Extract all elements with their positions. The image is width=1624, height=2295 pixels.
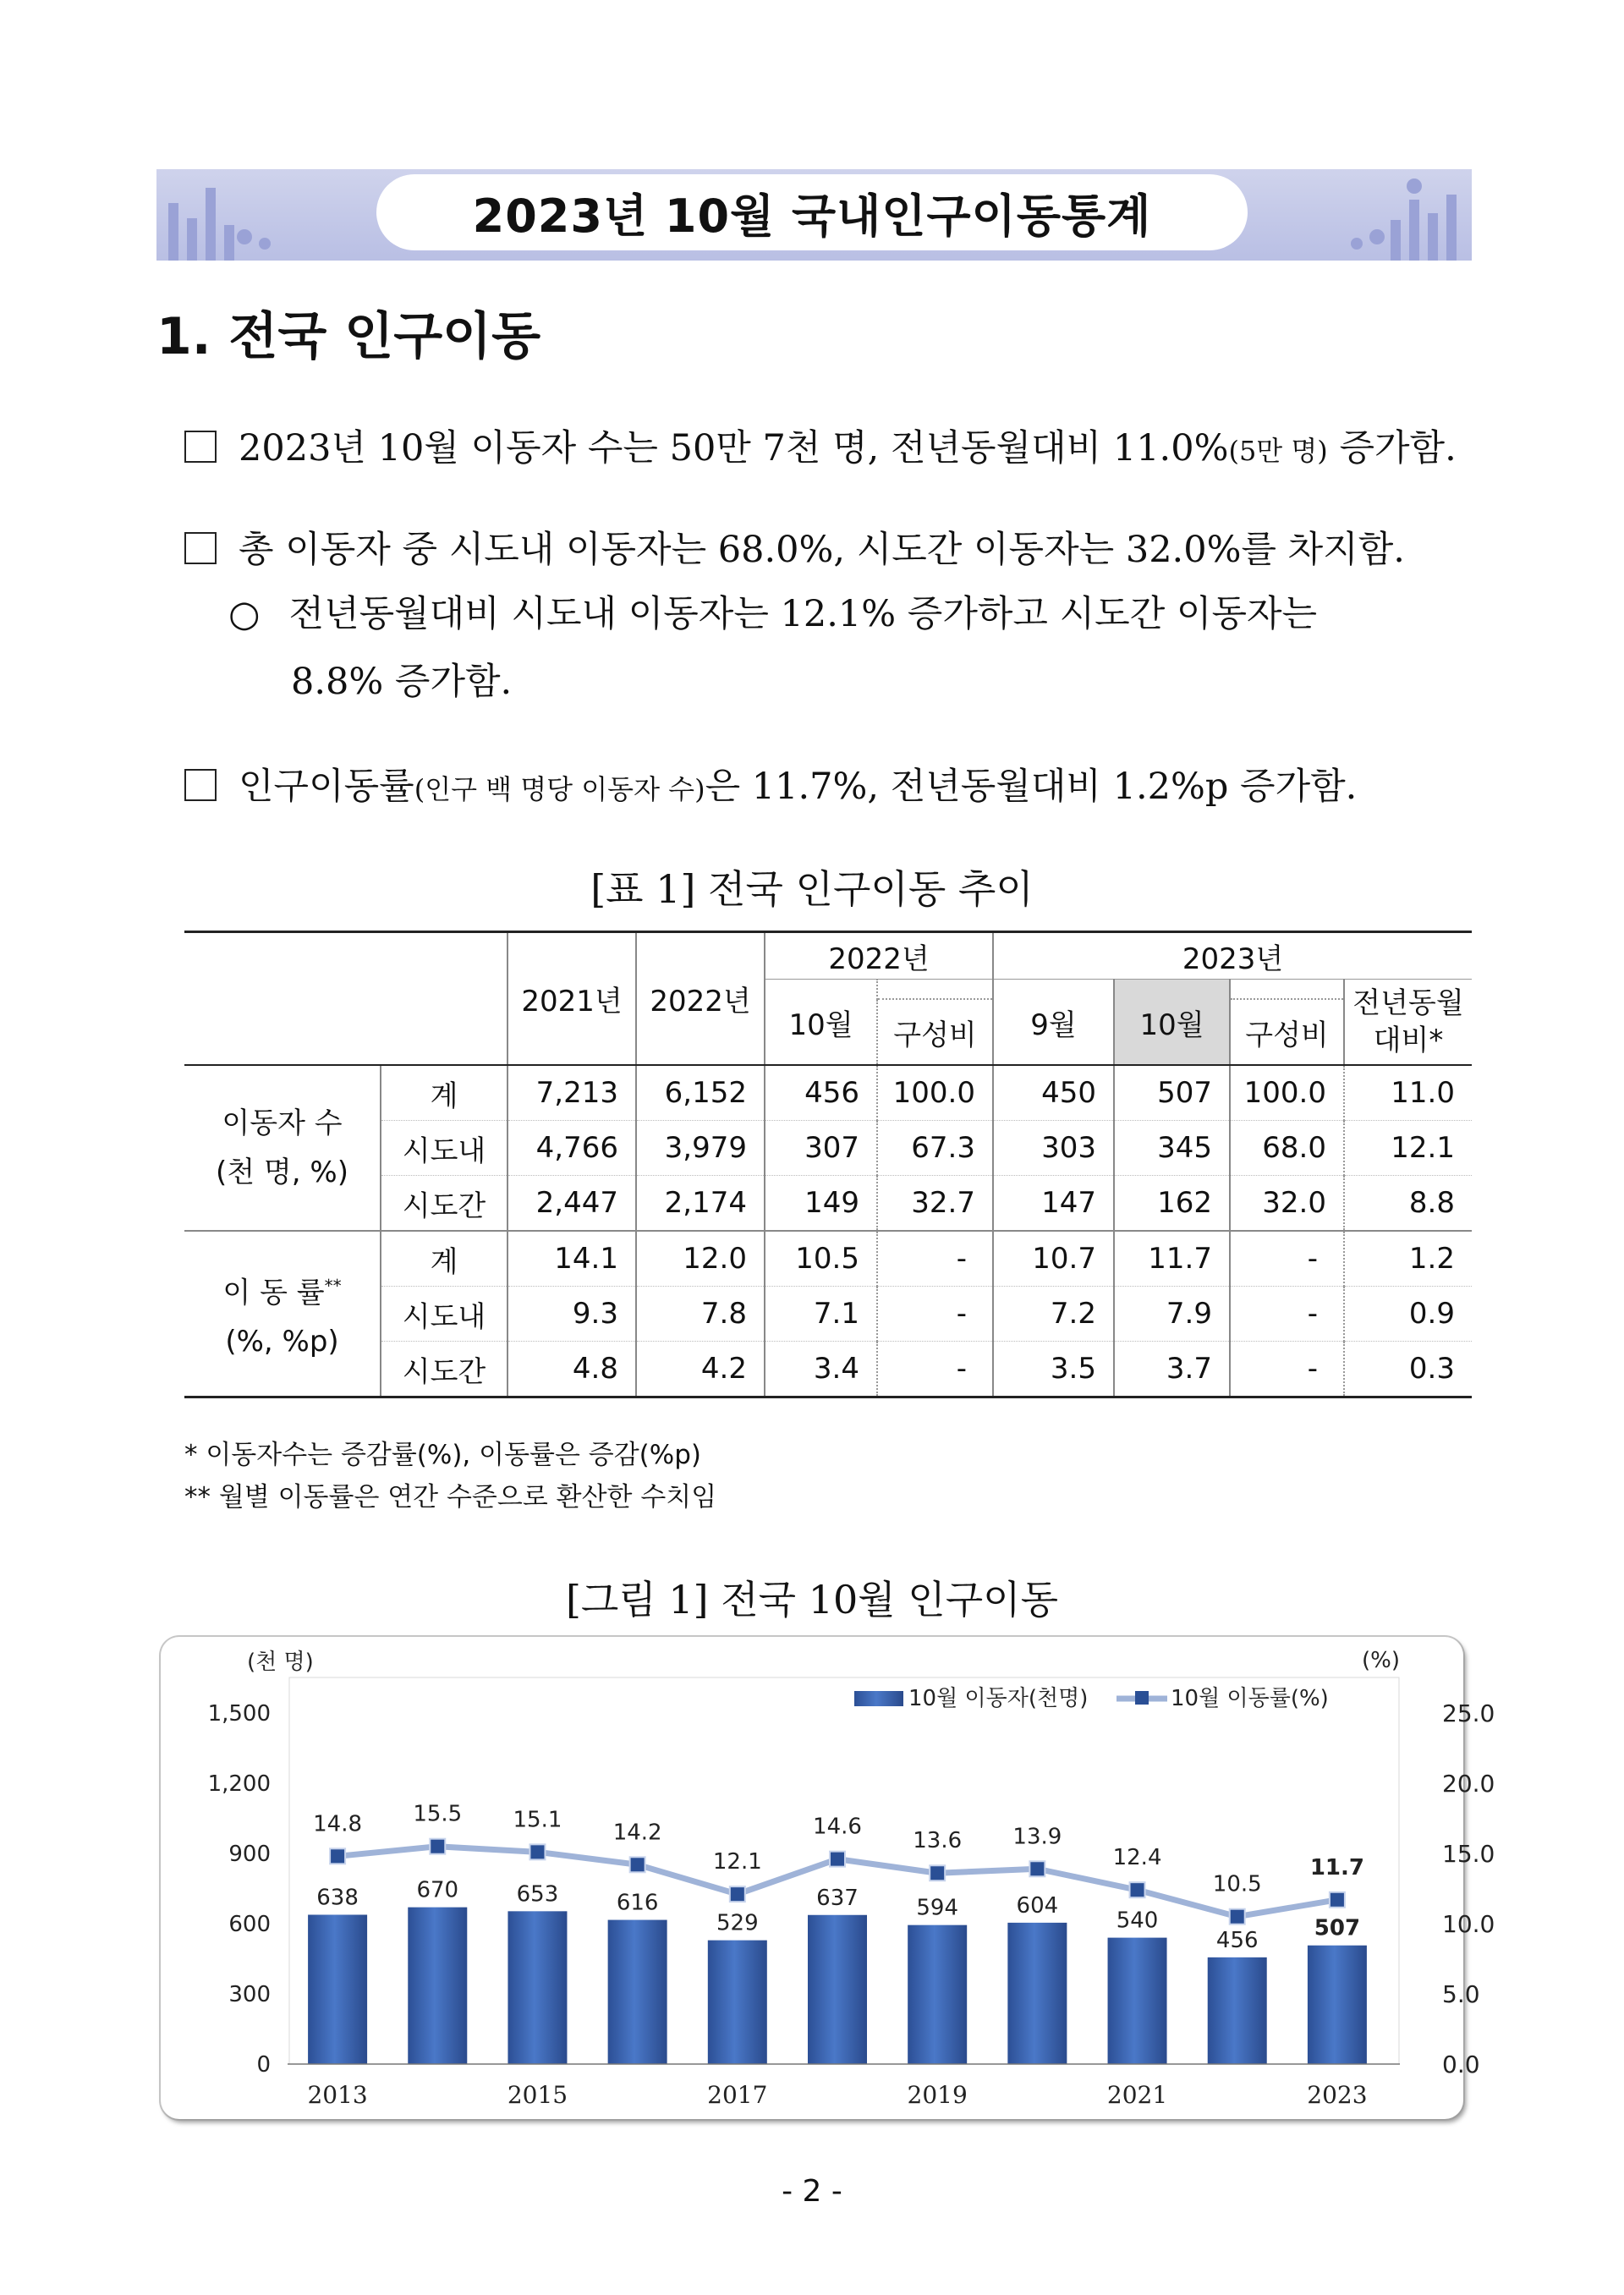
header-oct-2023: 10월 [1114, 980, 1230, 1066]
rate-data-label: 12.4 [1112, 1845, 1162, 1871]
table-cell: 8.8 [1408, 1186, 1455, 1220]
row-group-footnote-mark: ** [324, 1275, 342, 1296]
checkbox-square-icon [184, 431, 217, 463]
bar-data-label: 670 [416, 1877, 459, 1903]
bar-data-label: 604 [1016, 1892, 1059, 1919]
bar-data-label: 638 [316, 1885, 359, 1911]
table-cell: 100.0 [877, 1065, 993, 1121]
bullet-1-paren: (5만 명) [1228, 435, 1328, 467]
table-cell: 4.8 [508, 1342, 636, 1397]
table-cell: 68.0 [1230, 1121, 1344, 1176]
row-sub-label: 계 [381, 1231, 508, 1287]
y-right-tick-label: 15.0 [1442, 1840, 1495, 1868]
population-movement-chart [161, 1637, 1495, 2119]
y-left-tick-label: 1,200 [207, 1771, 271, 1797]
bullet-1-text: 2023년 10월 이동자 수는 50만 7천 명, 전년동월대비 11.0% [239, 427, 1229, 469]
table-cell: 3.5 [993, 1342, 1114, 1397]
bar-data-label: 456 [1215, 1927, 1259, 1953]
table-cell: 9.3 [508, 1287, 636, 1342]
title-banner [156, 169, 1472, 261]
rate-data-label: 14.6 [813, 1814, 862, 1840]
table-caption: [표 1] 전국 인구이동 추이 [590, 866, 1034, 912]
header-oct-2022: 10월 [765, 980, 877, 1066]
header-2021: 2021년 [508, 932, 636, 1066]
row-group-unit: (%, %p) [225, 1325, 339, 1359]
checkbox-square-icon [184, 532, 217, 564]
row-sub-label: 시도내 [381, 1121, 508, 1176]
table-cell: 307 [765, 1121, 877, 1176]
table-row [184, 1231, 1472, 1287]
checkbox-square-icon [184, 769, 217, 801]
table-cell: 7.9 [1114, 1287, 1230, 1342]
bar [1007, 1923, 1067, 2064]
row-sub-label: 시도간 [381, 1176, 508, 1232]
table-notes [184, 1434, 716, 1518]
bar-data-label: 540 [1116, 1908, 1159, 1934]
page-number: - 2 - [782, 2174, 842, 2209]
rate-data-label: 14.8 [313, 1811, 363, 1837]
table-cell: - [1230, 1231, 1344, 1287]
bar [808, 1915, 867, 2064]
table-cell: 6,152 [636, 1065, 765, 1121]
bullet-1 [184, 423, 1457, 476]
table-cell: 7.1 [765, 1287, 877, 1342]
rate-data-label: 14.2 [612, 1820, 662, 1846]
table-cell: 149 [765, 1176, 877, 1232]
table-cell: - [877, 1231, 993, 1287]
table-cell: 10.5 [765, 1231, 877, 1287]
table-cell: 0.9 [1344, 1287, 1472, 1342]
table-cell: 3.4 [765, 1342, 877, 1397]
rate-point [1330, 1892, 1345, 1908]
bar [408, 1908, 467, 2064]
bullet-3 [184, 761, 1357, 815]
bullet-2-sub-line2: 8.8% 증가함. [291, 661, 513, 703]
bar [708, 1941, 767, 2064]
page-title: 2023년 10월 국내인구이동통계 [376, 174, 1248, 250]
header-yoy-label: 전년동월 대비* [1352, 986, 1464, 1057]
bar [908, 1925, 967, 2064]
table-cell: 456 [765, 1065, 877, 1121]
table-note-2: ** 월별 이동률은 연간 수준으로 환산한 수치임 [184, 1482, 717, 1513]
table-cell: 12.1 [1344, 1121, 1472, 1176]
table-cell: - [877, 1342, 993, 1397]
bar-data-label: 637 [816, 1885, 859, 1911]
table-cell: - [1230, 1287, 1344, 1342]
legend-line-marker [1135, 1691, 1149, 1705]
table-cell: 32.0 [1230, 1176, 1344, 1232]
table-cell: 3,979 [636, 1121, 765, 1176]
header-yoy [1344, 980, 1472, 1066]
header-comp-2023: 구성비 [1230, 999, 1344, 1065]
legend-bar-swatch [854, 1691, 903, 1706]
rate-point [529, 1844, 545, 1859]
table-note-1: * 이동자수는 증감률(%), 이동률은 증감(%p) [184, 1440, 701, 1470]
rate-point [630, 1857, 645, 1872]
rate-point [1230, 1909, 1245, 1924]
table-cell: 162 [1114, 1176, 1230, 1232]
table-cell: 2,447 [508, 1176, 636, 1232]
x-tick-label: 2017 [707, 2081, 768, 2109]
y-left-tick-label: 600 [228, 1912, 271, 1937]
bullet-3-paren: (인구 백 명당 이동자 수) [414, 773, 705, 805]
y-right-tick-label: 25.0 [1442, 1699, 1495, 1727]
table-cell: 10.7 [993, 1231, 1114, 1287]
bar [308, 1914, 367, 2064]
table-cell: 450 [993, 1065, 1114, 1121]
table-cell: 100.0 [1230, 1065, 1344, 1121]
bar-data-label: 529 [716, 1910, 759, 1936]
y-right-tick-label: 0.0 [1442, 2051, 1480, 2078]
y-left-tick-label: 1,500 [207, 1701, 271, 1727]
table-cell: 345 [1114, 1121, 1230, 1176]
bar [1308, 1946, 1367, 2064]
table-cell: 32.7 [877, 1176, 993, 1232]
table-cell: 3.7 [1114, 1342, 1230, 1397]
bullet-3-tail: 은 11.7%, 전년동월대비 1.2%p 증가함. [705, 766, 1358, 808]
rate-point [1130, 1882, 1145, 1897]
table-cell: 7,213 [508, 1065, 636, 1121]
figure-caption: [그림 1] 전국 10월 인구이동 [565, 1577, 1059, 1622]
rate-data-label: 13.6 [913, 1828, 963, 1854]
banner-decoration-right [1336, 169, 1472, 261]
table-body [184, 1065, 1472, 1397]
header-sep-2023: 9월 [993, 980, 1114, 1066]
table-cell: 147 [993, 1176, 1114, 1232]
y-right-unit: (%) [1362, 1648, 1400, 1673]
row-group-title: 이동자 수 [222, 1106, 343, 1140]
section-heading: 1. 전국 인구이동 [156, 307, 541, 366]
stats-table [184, 931, 1472, 1398]
table-cell: 7.2 [993, 1287, 1114, 1342]
table-cell: 2,174 [636, 1176, 765, 1232]
row-group-label [184, 1065, 381, 1231]
x-tick-label: 2015 [507, 2081, 568, 2109]
table-cell: 67.3 [877, 1121, 993, 1176]
bullet-3-lead: 인구이동률 [239, 766, 414, 808]
rate-point [1029, 1861, 1045, 1876]
rate-data-label: 15.1 [513, 1807, 562, 1833]
bar [1108, 1938, 1167, 2064]
rate-data-label: 10.5 [1212, 1871, 1262, 1897]
y-right-tick-label: 10.0 [1442, 1910, 1495, 1938]
bar-data-label: 616 [616, 1890, 659, 1916]
row-group-label [184, 1231, 381, 1397]
header-group-2023: 2023년 [993, 932, 1472, 980]
table-cell: 7.8 [636, 1287, 765, 1342]
bullet-2-sub-line1: 전년동월대비 시도내 이동자는 12.1% 증가하고 시도간 이동자는 [288, 593, 1318, 635]
table-cell: - [1230, 1342, 1344, 1397]
rate-data-label: 11.7 [1309, 1854, 1364, 1880]
rate-point [930, 1865, 945, 1880]
bar [1208, 1957, 1267, 2064]
table-cell: 1.2 [1344, 1231, 1472, 1287]
rate-point [330, 1848, 345, 1864]
header-2022: 2022년 [636, 932, 765, 1066]
table-cell: - [877, 1287, 993, 1342]
header-comp-2022: 구성비 [877, 999, 993, 1065]
rate-data-label: 13.9 [1012, 1824, 1062, 1850]
row-sub-label: 계 [381, 1065, 508, 1121]
x-tick-label: 2013 [307, 2081, 368, 2109]
rate-point [730, 1886, 745, 1902]
rate-data-label: 12.1 [712, 1849, 762, 1875]
table-cell: 11.7 [1114, 1231, 1230, 1287]
legend-bar-label: 10월 이동자(천명) [908, 1686, 1089, 1711]
y-right-tick-label: 5.0 [1442, 1980, 1480, 2008]
table-cell: 303 [993, 1121, 1114, 1176]
bar-data-label: 594 [916, 1895, 959, 1921]
bar-data-label: 653 [516, 1881, 559, 1908]
bullet-1-tail: 증가함. [1327, 427, 1457, 469]
y-left-tick-label: 900 [228, 1842, 271, 1867]
x-tick-label: 2019 [907, 2081, 968, 2109]
bar [508, 1911, 567, 2064]
table-cell: 12.0 [636, 1231, 765, 1287]
rate-point [430, 1839, 445, 1854]
table-cell: 4.2 [636, 1342, 765, 1397]
rate-data-label: 15.5 [413, 1801, 463, 1827]
table-row [184, 1065, 1472, 1121]
banner-decoration-left [156, 169, 292, 261]
row-sub-label: 시도내 [381, 1287, 508, 1342]
x-tick-label: 2023 [1307, 2081, 1368, 2109]
y-left-tick-label: 300 [228, 1982, 271, 2007]
row-group-unit: (천 명, %) [216, 1156, 348, 1189]
table-cell: 4,766 [508, 1121, 636, 1176]
table-cell: 507 [1114, 1065, 1230, 1121]
bullet-2 [184, 524, 1405, 575]
bullet-2-sub [228, 575, 1480, 721]
header-group-2022: 2022년 [765, 932, 993, 980]
y-left-tick-label: 0 [256, 2052, 271, 2078]
row-sub-label: 시도간 [381, 1342, 508, 1397]
bar [608, 1920, 667, 2064]
row-group-title: 이 동 률 [222, 1276, 325, 1310]
table-cell: 11.0 [1344, 1065, 1472, 1121]
table-corner [184, 932, 508, 1066]
y-left-unit: (천 명) [247, 1650, 314, 1675]
circle-bullet-icon: ○ [228, 593, 261, 635]
table-cell: 0.3 [1408, 1352, 1455, 1386]
legend-line-label: 10월 이동률(%) [1171, 1686, 1329, 1711]
bar-data-label: 507 [1314, 1915, 1361, 1941]
bullet-2-text: 총 이동자 중 시도내 이동자는 68.0%, 시도간 이동자는 32.0%를 차지함. [239, 529, 1405, 571]
y-right-tick-label: 20.0 [1442, 1770, 1495, 1798]
rate-point [830, 1852, 845, 1867]
table-cell: 14.1 [508, 1231, 636, 1287]
x-tick-label: 2021 [1106, 2081, 1168, 2109]
